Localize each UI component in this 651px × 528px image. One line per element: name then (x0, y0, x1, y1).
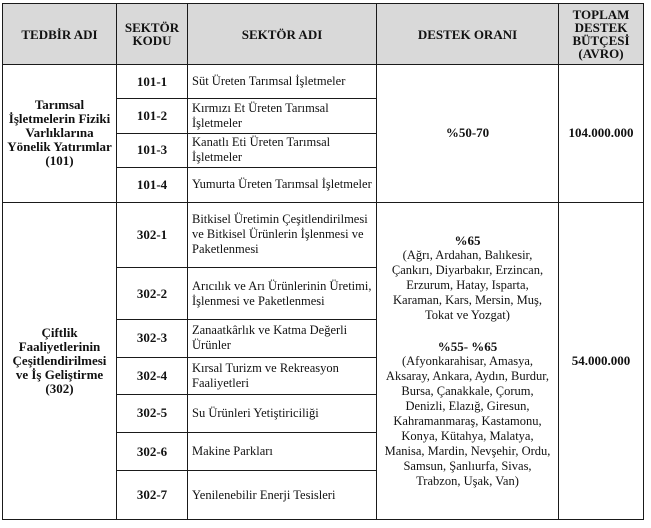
sector-name: Su Ürünleri Yetiştiriciliği (188, 394, 377, 432)
measure-cell: Çiftlik Faaliyetlerinin Çeşitlendirilmesi ve İş Geliştirme (302) (3, 202, 117, 520)
budget-cell: 54.000.000 (559, 202, 644, 520)
sector-code: 302-6 (117, 433, 188, 471)
budget-cell: 104.000.000 (559, 65, 644, 203)
sector-name: Arıcılık ve Arı Ürünlerinin Üretimi, İşlenmesi ve Paketlenmesi (188, 268, 377, 320)
sector-code: 302-1 (117, 202, 188, 268)
header-sector: SEKTÖR ADI (188, 4, 377, 65)
sector-code: 302-3 (117, 319, 188, 357)
sector-code: 302-5 (117, 394, 188, 432)
header-rate: DESTEK ORANI (377, 4, 559, 65)
support-rate (377, 65, 559, 203)
table-row (3, 65, 644, 99)
support-rate (377, 202, 559, 520)
provinces-low: (Afyonkarahisar, Amasya, Aksaray, Ankara, Aydın, Burdur, Bursa, Çanakkale, Çorum, Denizli, Elazığ, Giresun, Kahramanmaraş, Kastamonu, Konya, Kütahya, Malatya, Manisa, Mardin, Nevşehir, Ordu, Samsun, Şanlıurfa, Sivas, Trabzon, Uşak, Van) (384, 353, 551, 488)
header-code: SEKTÖR KODU (117, 4, 188, 65)
sector-name: Zanaatkârlık ve Katma Değerli Ürünler (188, 319, 377, 357)
sector-name: Makine Parkları (188, 433, 377, 471)
sector-name: Yumurta Üreten Tarımsal İşletmeler (188, 168, 377, 202)
sector-code: 302-4 (117, 358, 188, 394)
rate-value: %50-70 (445, 125, 490, 141)
measure-cell: Tarımsal İşletmelerin Fiziki Varlıklarına Yönelik Yatırımlar (101) (3, 65, 117, 203)
sector-name: Kanatlı Eti Üreten Tarımsal İşletmeler (188, 133, 377, 167)
support-table (2, 3, 644, 520)
sector-code: 101-2 (117, 99, 188, 133)
sector-name: Yenilenebilir Enerji Tesisleri (188, 471, 377, 520)
sector-code: 101-4 (117, 168, 188, 202)
header-budget: TOPLAM DESTEK BÜTÇESİ (AVRO) (559, 4, 644, 65)
sector-name: Kırsal Turizm ve Rekreasyon Faaliyetleri (188, 358, 377, 394)
sector-code: 302-7 (117, 471, 188, 520)
rate-high: %65 (454, 232, 481, 248)
sector-code: 302-2 (117, 268, 188, 320)
sector-name: Kırmızı Et Üreten Tarımsal İşletmeler (188, 99, 377, 133)
rate-low: %55- %65 (437, 338, 498, 354)
table-row (3, 202, 644, 268)
sector-code: 101-1 (117, 65, 188, 99)
sector-name: Süt Üreten Tarımsal İşletmeler (188, 65, 377, 99)
provinces-high: (Ağrı, Ardahan, Balıkesir, Çankırı, Diyarbakır, Erzincan, Erzurum, Hatay, Isparta, Karaman, Kars, Mersin, Muş, Tokat ve Yozgat) (391, 247, 544, 322)
header-row (3, 4, 644, 65)
header-measure: TEDBİR ADI (3, 4, 117, 65)
sector-name: Bitkisel Üretimin Çeşitlendirilmesi ve Bitkisel Ürünlerin İşlenmesi ve Paketlenmesi (188, 202, 377, 268)
sector-code: 101-3 (117, 133, 188, 167)
